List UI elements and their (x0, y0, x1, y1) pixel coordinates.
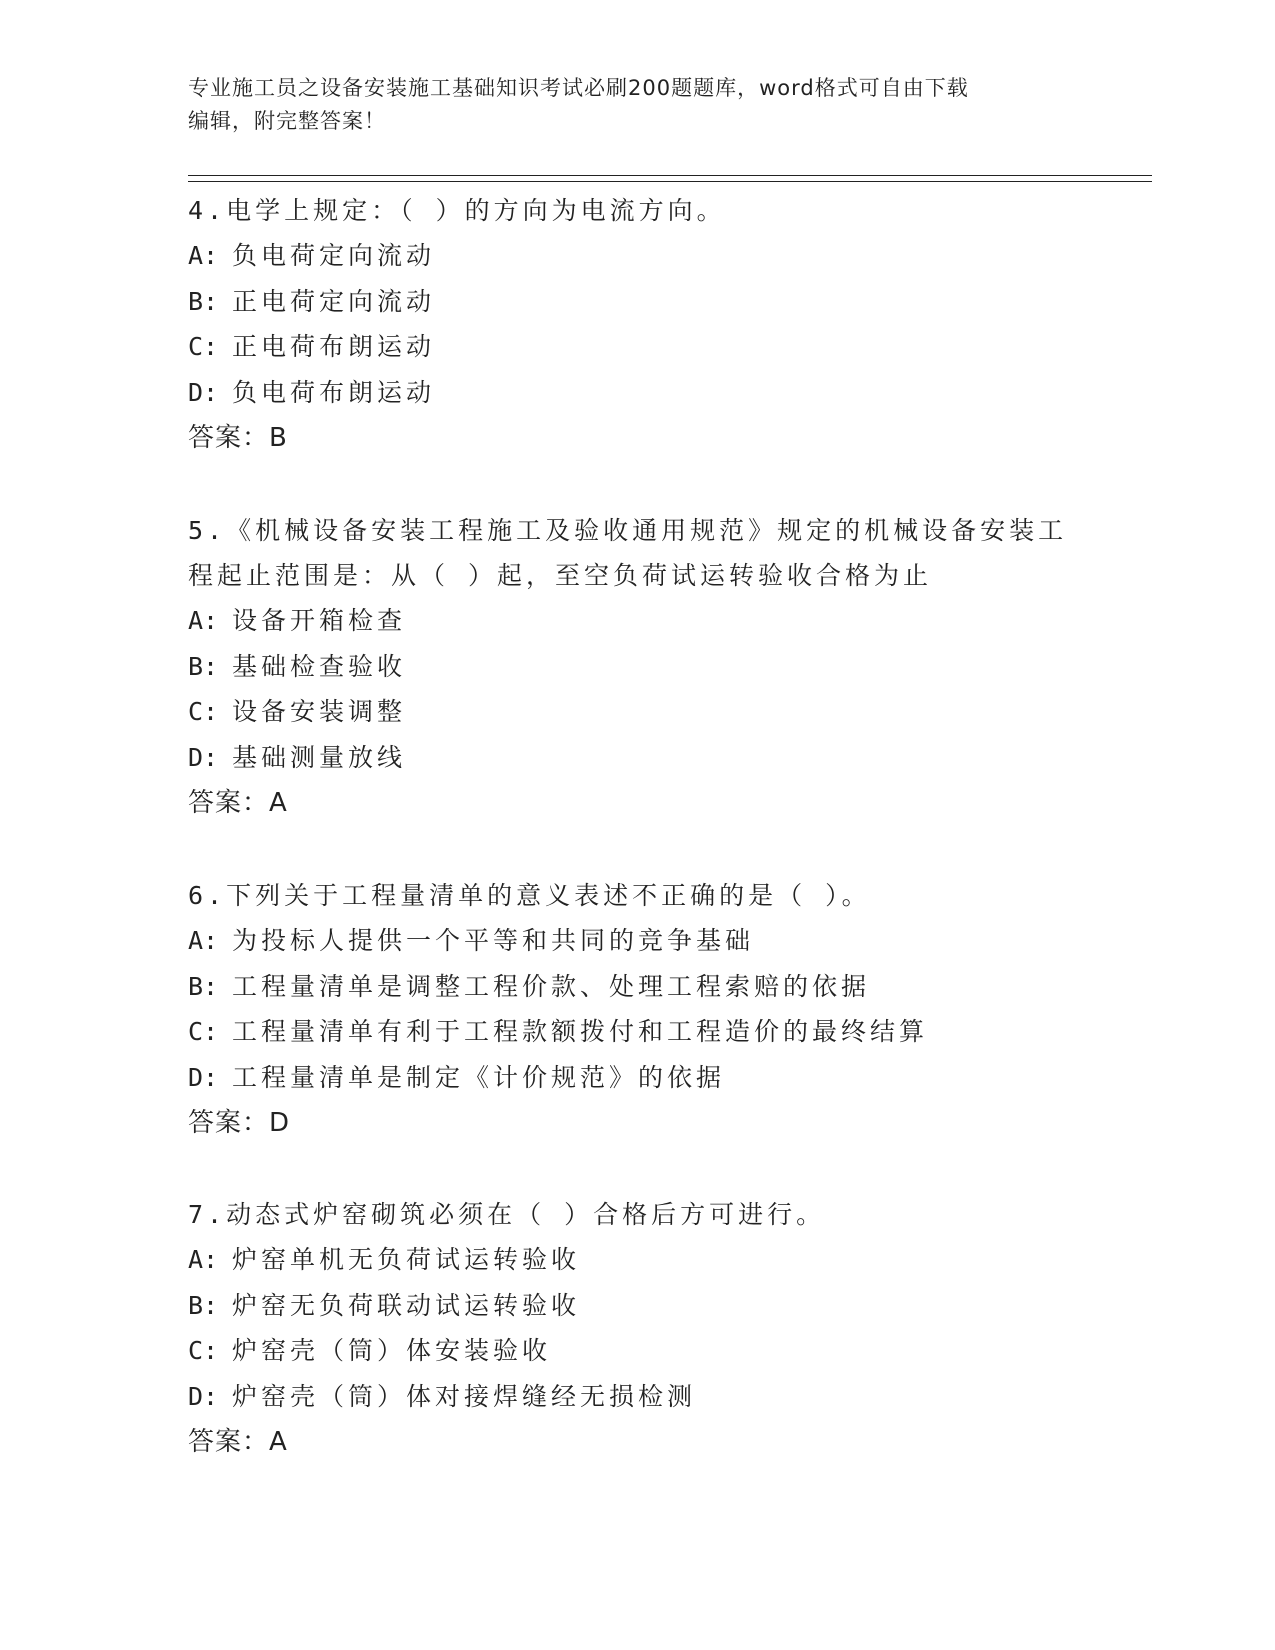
option-key: C: (188, 697, 219, 726)
title-line-2: 编辑，附完整答案！ (188, 109, 386, 133)
question-text: 6.下列关于工程量清单的意义表述不正确的是（ ）。 (188, 881, 871, 910)
option-a (188, 918, 1088, 964)
header-divider-bottom (188, 181, 1152, 182)
option-key: D: (188, 1381, 219, 1411)
option-text: 为投标人提供一个平等和共同的竞争基础 (232, 926, 755, 955)
answer: 答案：B (188, 423, 288, 453)
option-text: 工程量清单是制定《计价规范》的依据 (232, 1062, 726, 1092)
answer: 答案：D (188, 1108, 291, 1138)
option-key: B: (188, 651, 219, 681)
option-text: 基础测量放线 (232, 742, 407, 772)
question-text: 7.动态式炉窑砌筑必须在（ ）合格后方可进行。 (188, 1200, 826, 1229)
option-text: 负电荷布朗运动 (232, 377, 436, 407)
option-b (188, 964, 1088, 1010)
question-text: 4.电学上规定：（ ）的方向为电流方向。 (188, 196, 726, 225)
option-text: 工程量清单是调整工程价款、处理工程索赔的依据 (232, 971, 871, 1001)
option-c (188, 324, 1088, 370)
option-text: 炉窑单机无负荷试运转验收 (232, 1245, 581, 1274)
question-text-line-1: 5.《机械设备安装工程施工及验收通用规范》规定的机械设备安装工 (188, 516, 1068, 545)
option-key: A: (188, 926, 219, 955)
option-c (188, 689, 1088, 735)
option-a (188, 598, 1088, 644)
option-d (188, 370, 1088, 416)
option-key: B: (188, 1290, 219, 1320)
option-text: 设备开箱检查 (232, 606, 407, 635)
option-key: C: (188, 1017, 219, 1046)
question-5 (188, 508, 1088, 826)
document-title (188, 72, 1068, 138)
option-text: 炉窑壳（筒）体安装验收 (232, 1336, 552, 1365)
option-text: 设备安装调整 (232, 697, 407, 726)
option-text: 炉窑壳（筒）体对接焊缝经无损检测 (232, 1381, 697, 1411)
option-b (188, 644, 1088, 690)
option-key: C: (188, 332, 219, 361)
question-7 (188, 1192, 1088, 1465)
option-c (188, 1328, 1088, 1374)
option-d (188, 735, 1088, 781)
option-text: 负电荷定向流动 (232, 241, 436, 270)
answer: 答案：A (188, 788, 288, 818)
answer: 答案：A (188, 1427, 288, 1457)
option-text: 正电荷布朗运动 (232, 332, 436, 361)
option-b (188, 1283, 1088, 1329)
option-key: C: (188, 1336, 219, 1365)
option-key: A: (188, 1245, 219, 1274)
option-d (188, 1055, 1088, 1101)
option-text: 炉窑无负荷联动试运转验收 (232, 1290, 581, 1320)
option-key: D: (188, 742, 219, 772)
title-line-1: 专业施工员之设备安装施工基础知识考试必刷200题题库，word格式可自由下载 (188, 76, 969, 100)
option-d (188, 1374, 1088, 1420)
question-6 (188, 873, 1088, 1146)
option-key: B: (188, 286, 219, 316)
option-a (188, 233, 1088, 279)
option-key: D: (188, 1062, 219, 1092)
option-key: D: (188, 377, 219, 407)
option-text: 基础检查验收 (232, 651, 407, 681)
option-key: B: (188, 971, 219, 1001)
option-text: 正电荷定向流动 (232, 286, 436, 316)
option-key: A: (188, 606, 219, 635)
question-text-line-2: 程起止范围是：从（ ）起，至空负荷试运转验收合格为止 (188, 561, 933, 590)
header-divider-top (188, 175, 1152, 176)
question-4 (188, 188, 1088, 461)
option-c (188, 1009, 1088, 1055)
option-a (188, 1237, 1088, 1283)
option-text: 工程量清单有利于工程款额拨付和工程造价的最终结算 (232, 1017, 929, 1046)
option-key: A: (188, 241, 219, 270)
option-b (188, 279, 1088, 325)
